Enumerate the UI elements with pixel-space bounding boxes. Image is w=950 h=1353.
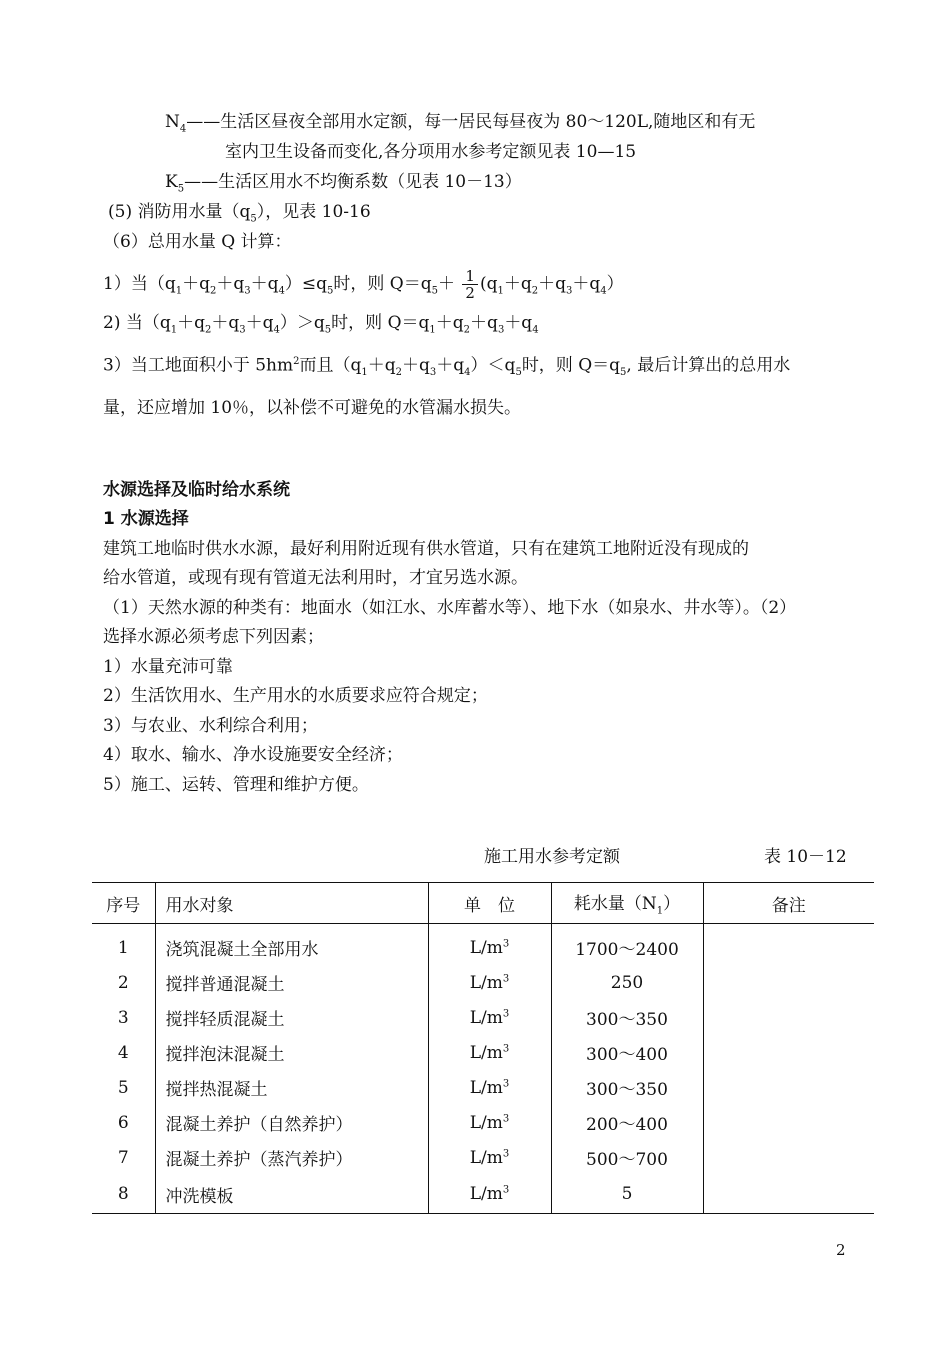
row-object: 搅拌轻质混凝土 — [155, 1000, 428, 1035]
header-object: 用水对象 — [155, 883, 428, 924]
row-consumption: 500～700 — [551, 1140, 703, 1175]
factor-item: 5）施工、运转、管理和维护方便。 — [103, 775, 369, 795]
row-unit: $L/m^3$ — [428, 1070, 551, 1105]
row-object: 混凝土养护（蒸汽养护） — [155, 1140, 428, 1175]
types-line1: （1）天然水源的种类有：地面水（如江水、水库蓄水等）、地下水（如泉水、井水等）。（2） — [103, 598, 797, 618]
row-object: 浇筑混凝土全部用水 — [155, 924, 428, 966]
row-object: 混凝土养护（自然养护） — [155, 1105, 428, 1140]
row-index: 5 — [117, 1077, 129, 1098]
table-row — [92, 924, 874, 966]
types-line2: 选择水源必须考虑下列因素； — [103, 627, 324, 647]
row-consumption: 200～400 — [551, 1105, 703, 1140]
row-consumption: 300～400 — [551, 1035, 703, 1070]
row-remarks — [703, 1035, 874, 1070]
row-remarks — [703, 924, 874, 966]
n4-definition-line2: 室内卫生设备而变化,各分项用水参考定额见表 10—15 — [225, 142, 637, 162]
row-index: 6 — [117, 1112, 129, 1133]
section-heading: 水源选择及临时给水系统 — [103, 480, 290, 500]
intro-line2: 给水管道，或现有现有管道无法利用时，才宜另选水源。 — [103, 568, 528, 588]
factor-item: 4）取水、输水、净水设施要安全经济； — [103, 745, 403, 765]
header-index: 序号 — [92, 883, 155, 924]
total-water-line: （6）总用水量 Q 计算： — [103, 232, 292, 252]
row-object: 搅拌热混凝土 — [155, 1070, 428, 1105]
table-header-row — [92, 883, 874, 924]
row-unit: $L/m^3$ — [428, 1035, 551, 1070]
row-remarks — [703, 1105, 874, 1140]
row-object: 搅拌泡沫混凝土 — [155, 1035, 428, 1070]
row-consumption: 250 — [551, 965, 703, 1000]
row-index: 4 — [117, 1042, 129, 1063]
table-caption: 施工用水参考定额 — [484, 847, 620, 867]
header-unit: 单 位 — [428, 883, 551, 924]
row-index: 2 — [117, 972, 129, 993]
water-quota-table — [92, 882, 874, 1214]
row-remarks — [703, 1175, 874, 1214]
row-unit: $L/m^3$ — [428, 1140, 551, 1175]
row-unit: $L/m^3$ — [428, 1000, 551, 1035]
row-consumption: 300～350 — [551, 1070, 703, 1105]
row-unit: $L/m^3$ — [428, 1105, 551, 1140]
header-consumption: 耗水量$(N_1)$ — [551, 883, 703, 924]
row-remarks — [703, 1070, 874, 1105]
row-consumption: 300～350 — [551, 1000, 703, 1035]
table-row — [92, 1000, 874, 1035]
table-row — [92, 1140, 874, 1175]
case3-formula-line1: 3）当工地面积小于 $5hm^2$而且$(q_1+q_2+q_3+q_4)<q_5$时，则 $Q=q_5$, 最后计算出的总用水 — [103, 355, 791, 379]
row-index: 7 — [117, 1147, 129, 1168]
row-remarks — [703, 965, 874, 1000]
intro-line1: 建筑工地临时供水水源，最好利用附近现有供水管道，只有在建筑工地附近没有现成的 — [103, 539, 749, 559]
table-row — [92, 1035, 874, 1070]
table-row — [92, 965, 874, 1000]
row-consumption: 5 — [551, 1175, 703, 1214]
k5-definition-line: $K_5——$生活区用水不均衡系数（见表 10－13） — [165, 172, 522, 195]
section-subheading: 1 水源选择 — [103, 509, 189, 529]
row-index: 3 — [117, 1007, 129, 1028]
row-consumption: 1700～2400 — [551, 924, 703, 966]
row-remarks — [703, 1000, 874, 1035]
case1-formula: 1）当$(q_1+q_2+q_3+q_4)\le q_5$时，则 $Q=q_5+$ $\frac{1}{2}$ $(q_1+q_2+q_3+q_4)$ — [103, 267, 624, 302]
factor-item: 3）与农业、水利综合利用； — [103, 716, 318, 736]
case2-formula: 2) 当$(q_1+q_2+q_3+q_4)>q_5$时，则 $Q=q_1+q_2+q_3+q_4$ — [103, 313, 539, 336]
table-row — [92, 1070, 874, 1105]
factor-item: 2）生活饮用水、生产用水的水质要求应符合规定； — [103, 686, 488, 706]
table-row — [92, 1175, 874, 1214]
fire-water-line: (5) 消防用水量$(q_5)$，见表 10-16 — [108, 202, 371, 225]
row-object: 搅拌普通混凝土 — [155, 965, 428, 1000]
row-unit: $L/m^3$ — [428, 924, 551, 966]
case3-formula-line2: 量，还应增加 10％，以补偿不可避免的水管漏水损失。 — [103, 398, 522, 418]
table-number: 表 10－12 — [764, 847, 847, 867]
row-index: 8 — [92, 1175, 155, 1214]
row-remarks — [703, 1140, 874, 1175]
page-number: 2 — [836, 1241, 846, 1259]
row-unit: $L/m^3$ — [428, 965, 551, 1000]
table-row — [92, 1105, 874, 1140]
factor-item: 1）水量充沛可靠 — [103, 657, 233, 677]
row-index: 1 — [117, 937, 129, 958]
n4-definition-line1: $N_4——$生活区昼夜全部用水定额，每一居民每昼夜为 80～120L,随地区和有无 — [165, 112, 756, 135]
row-unit: $L/m^3$ — [428, 1175, 551, 1214]
one-half-fraction: $\frac{1}{2}$ — [462, 268, 478, 301]
header-remarks: 备注 — [703, 883, 874, 924]
row-object: 冲洗模板 — [155, 1175, 428, 1214]
